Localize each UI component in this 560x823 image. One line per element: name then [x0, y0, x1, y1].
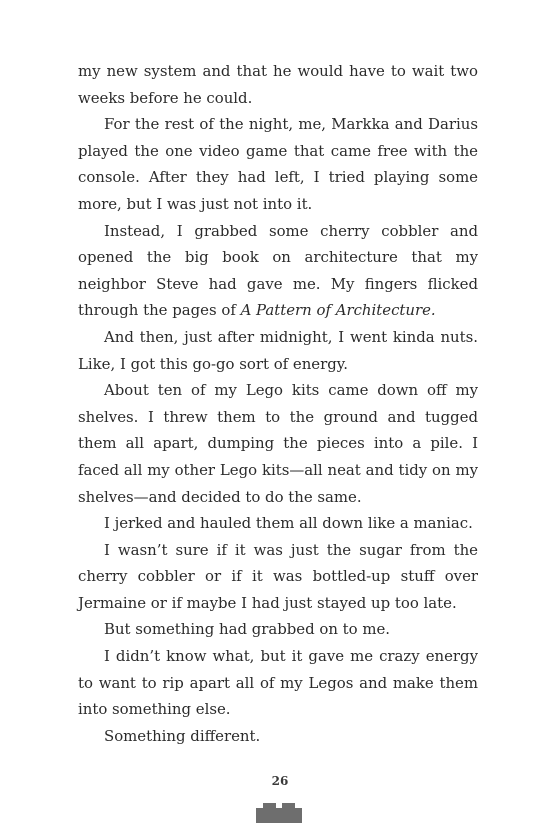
- book-title: A Pattern of Architecture.: [240, 301, 436, 320]
- paragraph: I wasn’t sure if it was just the sugar from the cherry cobbler or if it was bottled-up stuff over Jermaine or if maybe I had just stayed up too late.: [78, 540, 478, 612]
- brick-stud: [282, 803, 295, 808]
- paragraph: my new system and that he would have to wait two weeks before he could.: [78, 62, 478, 107]
- brick-stud: [263, 803, 276, 808]
- paragraph: And then, just after midnight, I went kinda nuts. Like, I got this go-go sort of energy.: [78, 327, 478, 373]
- paragraph: I didn’t know what, but it gave me crazy energy to want to rip apart all of my Legos and make them into something else.: [78, 647, 478, 719]
- lego-brick-icon: [256, 808, 302, 823]
- page-body: [78, 58, 478, 749]
- paragraph: [78, 218, 478, 324]
- paragraph-text: Instead, I grabbed some cherry cobbler and opened the big book on architecture that my neighbor Steve had gave me. My fingers flicked through the pages of: [78, 221, 478, 320]
- paragraph: But something had grabbed on to me.: [104, 620, 391, 639]
- paragraph: Something different.: [104, 726, 261, 745]
- paragraph: I jerked and hauled them all down like a maniac.: [104, 514, 473, 533]
- page-number: 26: [271, 774, 289, 788]
- paragraph: For the rest of the night, me, Markka and Darius played the one video game that came free with the console. After they had left, I tried playing some more, but I was just not into it.: [78, 115, 478, 213]
- paragraph: About ten of my Lego kits came down off my shelves. I threw them to the ground and tugged them all apart, dumping the pieces into a pile. I faced all my other Lego kits—all neat and tidy on my shelves—and decided to do the same.: [78, 381, 478, 506]
